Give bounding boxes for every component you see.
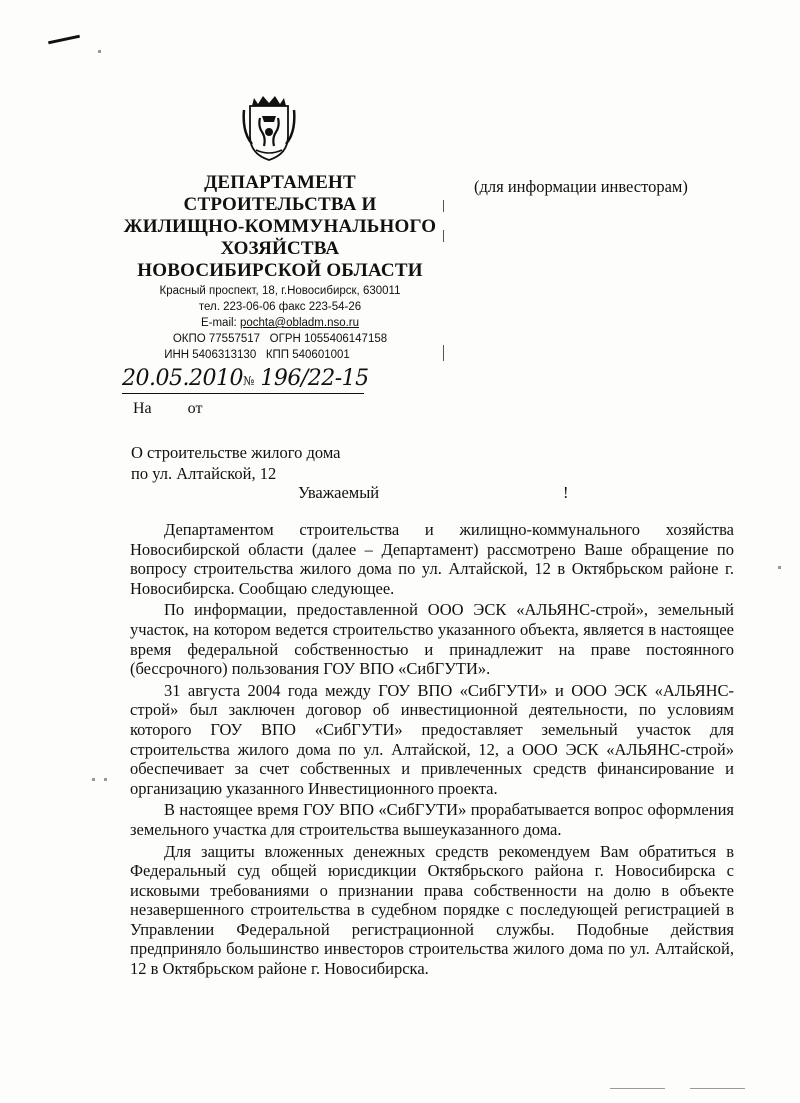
body-paragraph: В настоящее время ГОУ ВПО «СибГУТИ» прорабатывается вопрос оформления земельного участка для строительства вышеуказанного дома. <box>130 800 734 839</box>
greeting: Уважаемый <box>298 483 380 502</box>
registration-underline <box>122 393 364 394</box>
ref-to-label: На <box>133 400 152 417</box>
registration-date: 20.05.2010 <box>122 366 243 391</box>
department-title-line: ЖИЛИЩНО-КОММУНАЛЬНОГО <box>123 216 437 237</box>
department-title <box>120 172 440 282</box>
scan-artifact-line <box>610 1088 665 1089</box>
margin-tick <box>443 200 444 212</box>
body-paragraph: Для защиты вложенных денежных средств рекомендуем Вам обратиться в Федеральный суд общей юрисдикции Октябрьского района г. Новосибирска с исковыми требованиями о признании права собственности на долю в объекте незавершенного строительства в судебном порядке с последующей регистрацией в Управлении Федеральной регистрационной службы. Подобные действия предприняло большинство инвесторов строительства жилого дома по ул. Алтайской, 12 в Октябрьском районе г. Новосибирска. <box>130 841 734 979</box>
number-sign: № <box>242 374 254 388</box>
body-paragraph: 31 августа 2004 года между ГОУ ВПО «СибГУТИ» и ООО ЭСК «АЛЬЯНС-строй» был заключен договор об инвестиционной деятельности, по условиям которого ГОУ ВПО «СибГУТИ» предоставляет земельный участок для строительства жилого дома по ул. Алтайской, 12, а ООО ЭСК «АЛЬЯНС-строй» обеспечивает за счет собственных и привлеченных средств финансирование и организацию указанного Инвестиционного проекта. <box>130 680 734 798</box>
reference-line <box>133 400 238 418</box>
ref-from-label: от <box>187 400 203 417</box>
okpo-ogrn-line <box>120 331 440 347</box>
scan-artifact-dot <box>778 566 781 569</box>
body-paragraph: Департаментом строительства и жилищно-коммунального хозяйства Новосибирской области (далее – Департамент) рассмотрено Ваше обращение по вопросу строительства жилого дома по ул. Алтайской, 12 в Октябрьском районе г. Новосибирска. Сообщаю следующее. <box>130 520 734 598</box>
email-link[interactable]: pochta@obladm.nso.ru <box>239 317 360 329</box>
department-title-line: ДЕПАРТАМЕНТ <box>204 172 356 193</box>
coat-of-arms-icon <box>240 92 298 164</box>
margin-tick <box>443 345 444 361</box>
okpo: ОКПО 77557517 <box>172 333 261 345</box>
margin-tick <box>443 230 444 242</box>
scan-artifact-dot <box>92 778 95 781</box>
ogrn: ОГРН 1055406147158 <box>269 333 388 345</box>
contact-block <box>120 283 440 363</box>
scan-artifact-mark <box>48 35 80 45</box>
subject-line: О строительстве жилого дома <box>131 443 341 462</box>
scan-artifact-dot <box>104 778 107 781</box>
subject-line: по ул. Алтайской, 12 <box>131 464 277 483</box>
registration-line <box>122 366 382 391</box>
letter-body <box>130 520 734 981</box>
inn-kpp-line <box>74 347 440 363</box>
phone-fax: тел. 223-06-06 факс 223-54-26 <box>198 301 362 313</box>
inn: ИНН 5406313130 <box>164 349 257 361</box>
department-title-line: НОВОСИБИРСКОЙ ОБЛАСТИ <box>137 260 423 281</box>
kpp: КПП 540601001 <box>265 349 350 361</box>
email-line <box>120 315 440 331</box>
registration-number: 196/22-15 <box>260 366 369 391</box>
address: Красный проспект, 18, г.Новосибирск, 630011 <box>159 285 401 297</box>
letter-subject <box>131 442 341 484</box>
scan-artifact-dot <box>98 50 101 53</box>
greeting-exclamation: ! <box>563 483 569 502</box>
department-title-line: ХОЗЯЙСТВА <box>220 238 340 259</box>
scan-artifact-line <box>690 1088 745 1089</box>
email-label: E-mail: <box>200 317 240 329</box>
addressee-note: (для информации инвесторам) <box>474 177 688 196</box>
body-paragraph: По информации, предоставленной ООО ЭСК «АЛЬЯНС-строй», земельный участок, на котором ведется строительство указанного объекта, является в настоящее время федеральной собственностью и принадлежит на праве постоянного (бессрочного) пользования ГОУ ВПО «СибГУТИ». <box>130 600 734 679</box>
department-title-line: СТРОИТЕЛЬСТВА И <box>183 194 377 215</box>
